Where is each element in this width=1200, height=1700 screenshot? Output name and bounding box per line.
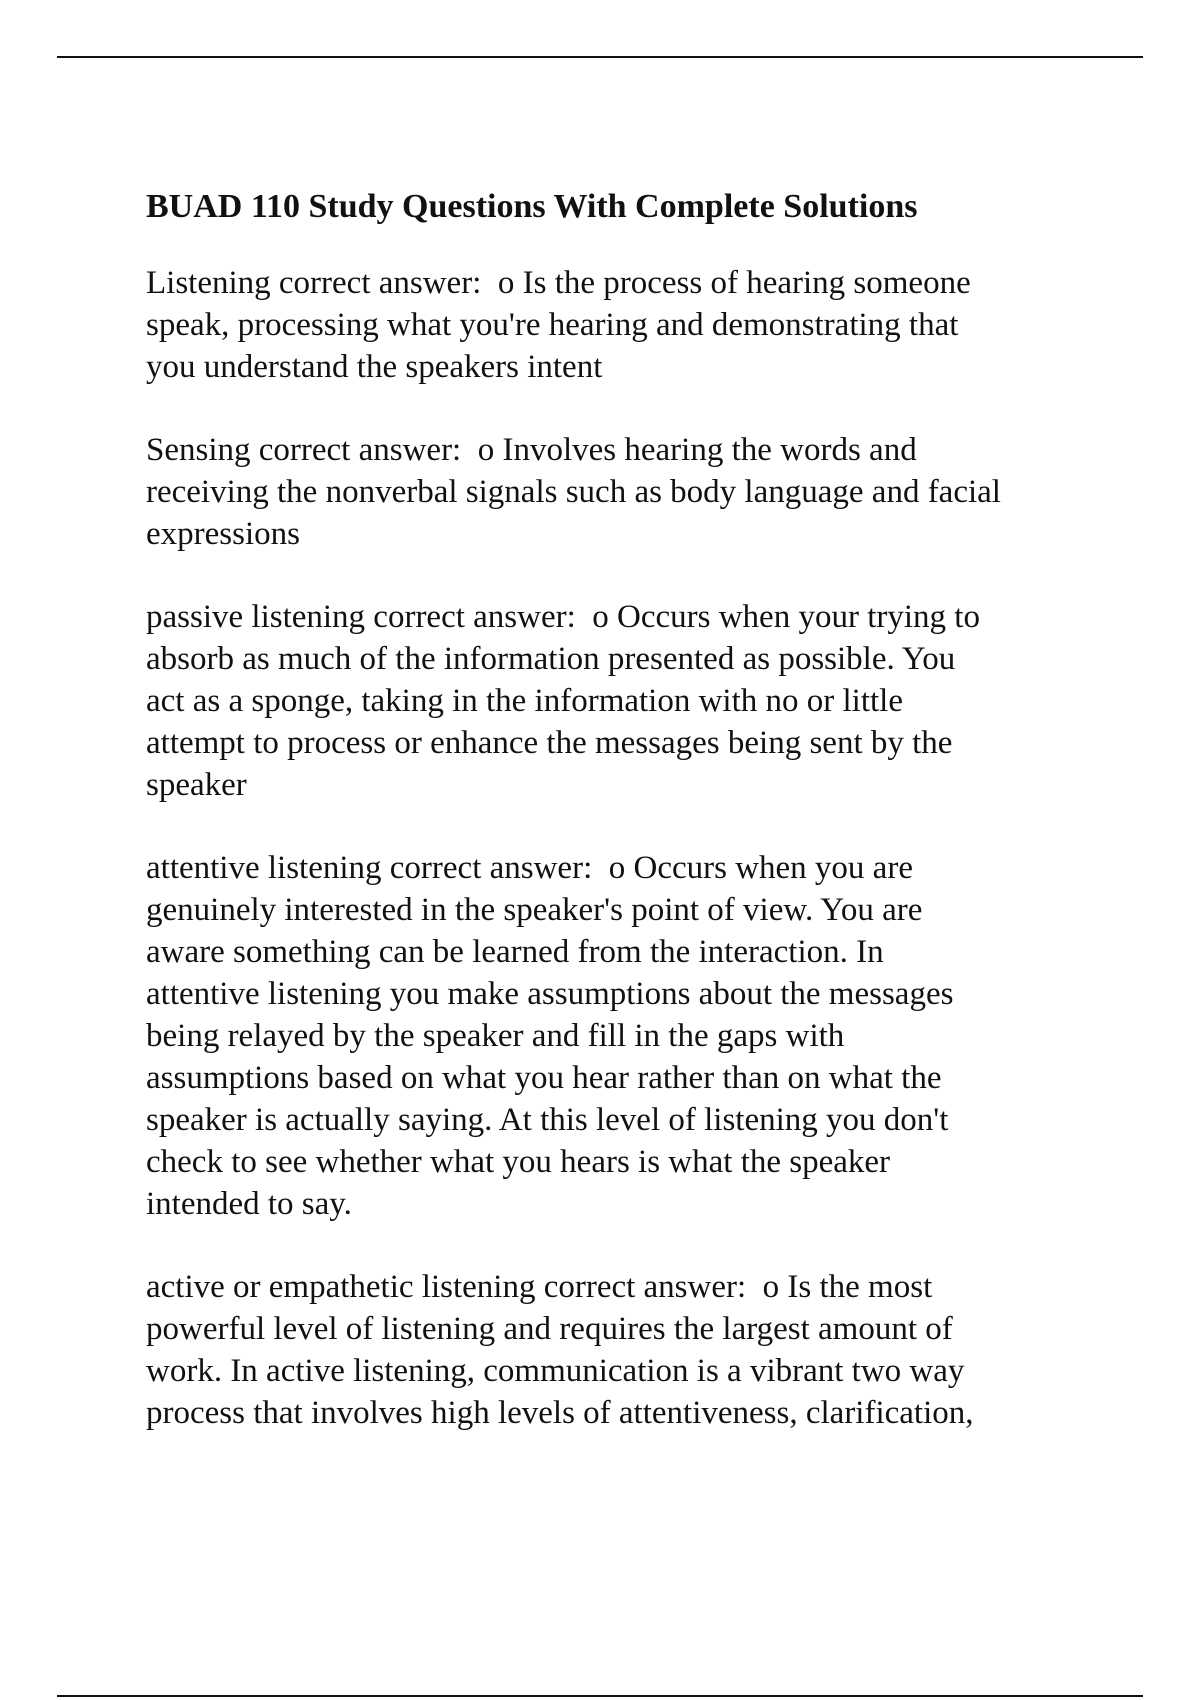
text-line: process that involves high levels of attentiveness, clarification,: [146, 1395, 974, 1431]
text-line: aware something can be learned from the interaction. In: [146, 934, 884, 970]
text-line: intended to say.: [146, 1186, 352, 1222]
bottom-divider: [57, 1695, 1143, 1697]
qa-entry-passive-listening: [146, 596, 1106, 806]
document-title: BUAD 110 Study Questions With Complete Solutions: [146, 188, 918, 225]
qa-entry-listening: [146, 262, 1106, 388]
text-line: Listening correct answer: o Is the process of hearing someone: [146, 265, 971, 301]
document-body: [146, 186, 1106, 1475]
text-line: attentive listening correct answer: o Occurs when you are: [146, 850, 913, 886]
text-line: absorb as much of the information presented as possible. You: [146, 641, 956, 677]
qa-entry-attentive-listening: [146, 847, 1106, 1225]
text-line: passive listening correct answer: o Occurs when your trying to: [146, 599, 980, 635]
text-line: speaker is actually saying. At this level of listening you don't: [146, 1102, 949, 1138]
text-line: work. In active listening, communication is a vibrant two way: [146, 1353, 965, 1389]
qa-entry-active-listening: [146, 1266, 1106, 1434]
text-line: active or empathetic listening correct answer: o Is the most: [146, 1269, 933, 1305]
text-line: attempt to process or enhance the messages being sent by the: [146, 725, 953, 761]
text-line: attentive listening you make assumptions about the messages: [146, 976, 954, 1012]
text-line: speaker: [146, 767, 247, 803]
text-line: act as a sponge, taking in the information with no or little: [146, 683, 904, 719]
text-line: genuinely interested in the speaker's point of view. You are: [146, 892, 923, 928]
text-line: Sensing correct answer: o Involves hearing the words and: [146, 432, 917, 468]
text-line: check to see whether what you hears is what the speaker: [146, 1144, 891, 1180]
top-divider: [57, 56, 1143, 58]
text-line: assumptions based on what you hear rather than on what the: [146, 1060, 942, 1096]
text-line: speak, processing what you're hearing and demonstrating that: [146, 307, 959, 343]
qa-entry-sensing: [146, 429, 1106, 555]
text-line: expressions: [146, 516, 300, 552]
text-line: receiving the nonverbal signals such as body language and facial: [146, 474, 1001, 510]
text-line: being relayed by the speaker and fill in the gaps with: [146, 1018, 845, 1054]
text-line: powerful level of listening and requires the largest amount of: [146, 1311, 953, 1347]
text-line: you understand the speakers intent: [146, 349, 603, 385]
